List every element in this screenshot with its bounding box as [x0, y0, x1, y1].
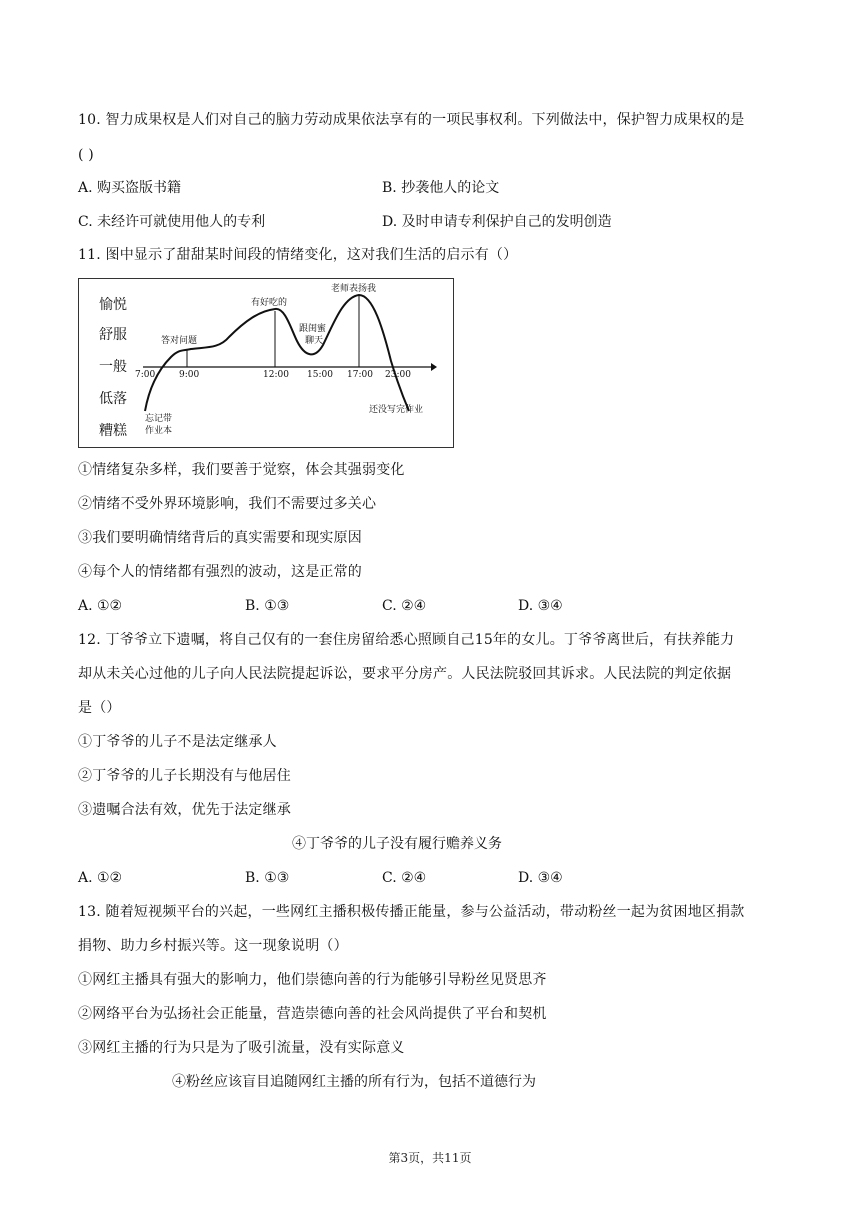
q11-option-d[interactable]: D. ③④ — [518, 598, 563, 614]
q12-statement-2: ②丁爷爷的儿子长期没有与他居住 — [78, 768, 291, 784]
q12-option-a[interactable]: A. ①② — [78, 870, 123, 886]
q13-statement-4: ④粉丝应该盲目追随网红主播的所有行为，包括不道德行为 — [172, 1074, 536, 1090]
level-label: 糟糕 — [99, 423, 127, 439]
q13-statement-3: ③网红主播的行为只是为了吸引流量，没有实际意义 — [78, 1040, 405, 1056]
q12-statement-3: ③遗嘱合法有效，优先于法定继承 — [78, 802, 291, 818]
q11-statement-2: ②情绪不受外界环境影响，我们不需要过多关心 — [78, 496, 377, 512]
q10-option-d[interactable]: D. 及时申请专利保护自己的发明创造 — [382, 214, 612, 230]
emotion-chart — [78, 278, 454, 448]
q10-option-b[interactable]: B. 抄袭他人的论文 — [382, 180, 500, 196]
time-tick: 7:00 — [135, 370, 156, 380]
level-label: 一般 — [99, 359, 127, 375]
event-label: 有好吃的 — [251, 298, 288, 308]
q11-option-c[interactable]: C. ②④ — [382, 598, 427, 614]
q12-stem-line2: 却从未关心过他的儿子向人民法院提起诉讼，要求平分房产。人民法院驳回其诉求。人民法院的判定依据 — [78, 666, 732, 682]
event-label: 还没写完作业 — [369, 405, 424, 415]
time-tick: 17:00 — [347, 370, 373, 380]
time-tick: 9:00 — [179, 370, 200, 380]
q13-statement-1: ①网红主播具有强大的影响力，他们崇德向善的行为能够引导粉丝见贤思齐 — [78, 972, 547, 988]
level-label: 愉悦 — [99, 297, 127, 313]
x-axis-arrow — [431, 363, 437, 371]
q13-statement-2: ②网络平台为弘扬社会正能量，营造崇德向善的社会风尚提供了平台和契机 — [78, 1006, 547, 1022]
q10-option-c[interactable]: C. 未经许可就使用他人的专利 — [78, 214, 266, 230]
q11-statement-4: ④每个人的情绪都有强烈的波动，这是正常的 — [78, 564, 362, 580]
event-label: 老师表扬我 — [331, 284, 377, 294]
q11-statement-3: ③我们要明确情绪背后的真实需要和现实原因 — [78, 530, 362, 546]
q12-statement-1: ①丁爷爷的儿子不是法定继承人 — [78, 734, 277, 750]
q12-option-c[interactable]: C. ②④ — [382, 870, 427, 886]
q11-option-a[interactable]: A. ①② — [78, 598, 123, 614]
q10-stem-line2: ( ) — [78, 147, 94, 163]
event-label: 作业本 — [145, 426, 173, 436]
event-label: 忘记带 — [145, 414, 173, 424]
event-label: 答对问题 — [161, 336, 198, 346]
q11-stem: 11. 图中显示了甜甜某时间段的情绪变化，这对我们生活的启示有（） — [78, 247, 518, 263]
q11-statement-1: ①情绪复杂多样，我们要善于觉察，体会其强弱变化 — [78, 462, 405, 478]
emotion-curve — [145, 295, 409, 411]
event-label: 聊天 — [305, 336, 324, 346]
q12-option-b[interactable]: B. ①③ — [245, 870, 290, 886]
level-label: 舒服 — [99, 327, 127, 343]
time-tick: 15:00 — [307, 370, 333, 380]
time-tick: 12:00 — [263, 370, 289, 380]
time-tick: 23:00 — [385, 370, 411, 380]
q10-option-a[interactable]: A. 购买盗版书籍 — [78, 180, 182, 196]
q12-stem-line3: 是（） — [78, 700, 121, 716]
q12-stem-line1: 12. 丁爷爷立下遗嘱，将自己仅有的一套住房留给悉心照顾自己15年的女儿。丁爷爷离世后，有扶养能力 — [78, 632, 735, 648]
q11-option-b[interactable]: B. ①③ — [245, 598, 290, 614]
q10-stem-line1: 10. 智力成果权是人们对自己的脑力劳动成果依法享有的一项民事权利。下列做法中，保护智力成果权的是 — [78, 112, 745, 128]
q13-stem-line1: 13. 随着短视频平台的兴起，一些网红主播积极传播正能量，参与公益活动，带动粉丝一起为贫困地区捐款 — [78, 904, 745, 920]
q12-statement-4: ④丁爷爷的儿子没有履行赡养义务 — [292, 836, 502, 852]
q13-stem-line2: 捐物、助力乡村振兴等。这一现象说明（） — [78, 938, 348, 954]
emotion-chart-svg — [79, 279, 455, 449]
level-label: 低落 — [99, 391, 127, 407]
event-label: 跟闺蜜 — [299, 324, 327, 334]
q12-option-d[interactable]: D. ③④ — [518, 870, 563, 886]
page-footer: 第3页，共11页 — [388, 1151, 472, 1165]
